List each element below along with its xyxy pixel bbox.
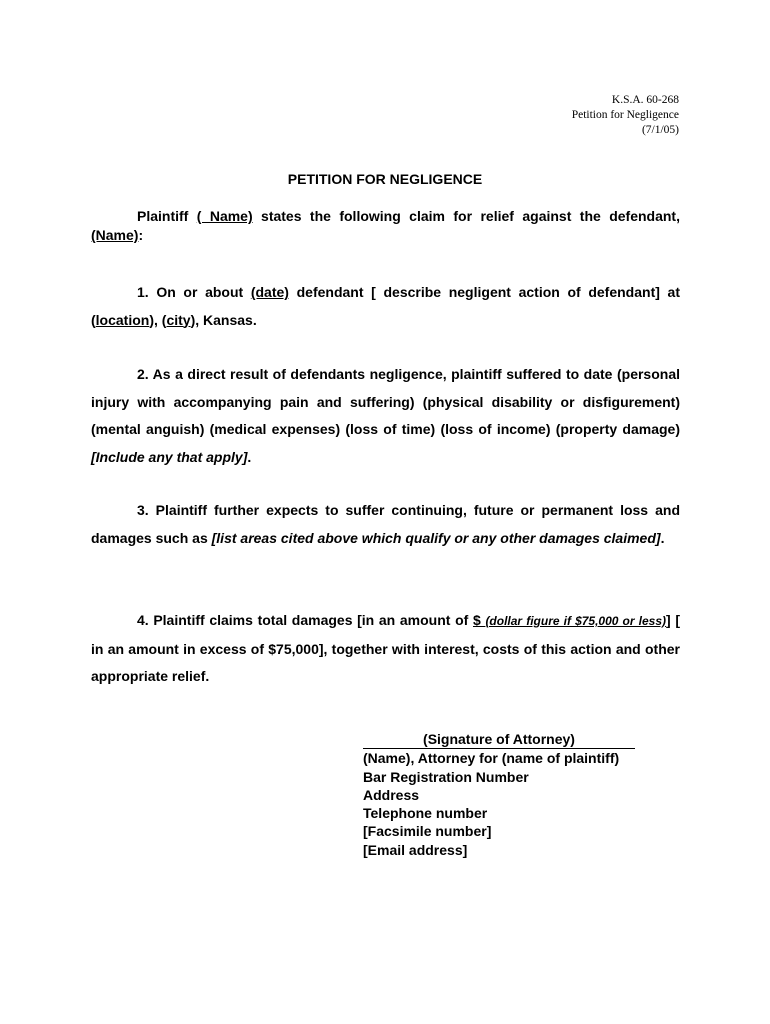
paragraph-3 (91, 497, 680, 552)
signature-block (363, 730, 635, 859)
attorney-address: Address (363, 786, 420, 803)
p3-instruction: [list areas cited above which qualify or any other damages claimed] (211, 529, 661, 546)
p4-text: ] [ in an amount in excess of $75,000], together with interest, costs of this action and other appropriate relief. (91, 612, 680, 684)
paragraph-1 (91, 279, 680, 334)
p2-text: 2. As a direct result of defendants negligence, plaintiff suffered to date (personal injury with accompanying pain and suffering) (physical disability or disfigurement) (mental anguish) (medical expenses) (loss of time) (loss of income) (property damage) (91, 366, 680, 437)
p3-text: . (660, 529, 665, 546)
attorney-name: (Name), Attorney for (name of plaintiff) (363, 750, 620, 767)
location-field: location (95, 311, 150, 328)
intro-text: states the following claim for relief against the defendant, (252, 208, 680, 224)
p1-text: 1. On or about (137, 284, 251, 300)
p1-text: ), ( (149, 311, 167, 328)
facsimile-number: [Facsimile number] (363, 823, 492, 840)
city-field: city (166, 311, 191, 328)
p2-text: . (247, 448, 252, 465)
p1-text: defendant [ describe negligent action of defendant] at ( (91, 284, 681, 328)
form-name: Petition for Negligence (571, 109, 679, 121)
p4-text: 4. Plaintiff claims total damages [in an amount of (137, 612, 473, 628)
p2-instruction: [Include any that apply] (91, 448, 248, 465)
plaintiff-name-field: ( Name) (196, 208, 253, 224)
form-date: (7/1/05) (641, 124, 679, 136)
intro-text: : (138, 227, 144, 243)
paragraph-4 (91, 607, 680, 691)
page-title: PETITION FOR NEGLIGENCE (287, 171, 483, 187)
p3-text: 3. Plaintiff further expects to suffer continuing, future or permanent loss and damages such as (91, 502, 680, 546)
dollar-sign: $ (472, 612, 486, 628)
paragraph-2 (91, 361, 680, 471)
defendant-name-field: (Name) (91, 227, 139, 243)
statute-reference: K.S.A. 60-268 (611, 94, 679, 106)
telephone-number: Telephone number (363, 805, 488, 822)
dollar-figure-field: (dollar figure if $75,000 or less) (485, 614, 667, 628)
form-header (572, 93, 679, 138)
intro-paragraph (91, 207, 680, 245)
email-address: [Email address] (363, 841, 468, 858)
signature-line: (Signature of Attorney) (363, 730, 635, 749)
date-field: (date) (250, 284, 289, 300)
bar-registration: Bar Registration Number (363, 768, 529, 785)
intro-text: Plaintiff (137, 208, 197, 224)
p1-text: ), Kansas. (190, 311, 257, 328)
